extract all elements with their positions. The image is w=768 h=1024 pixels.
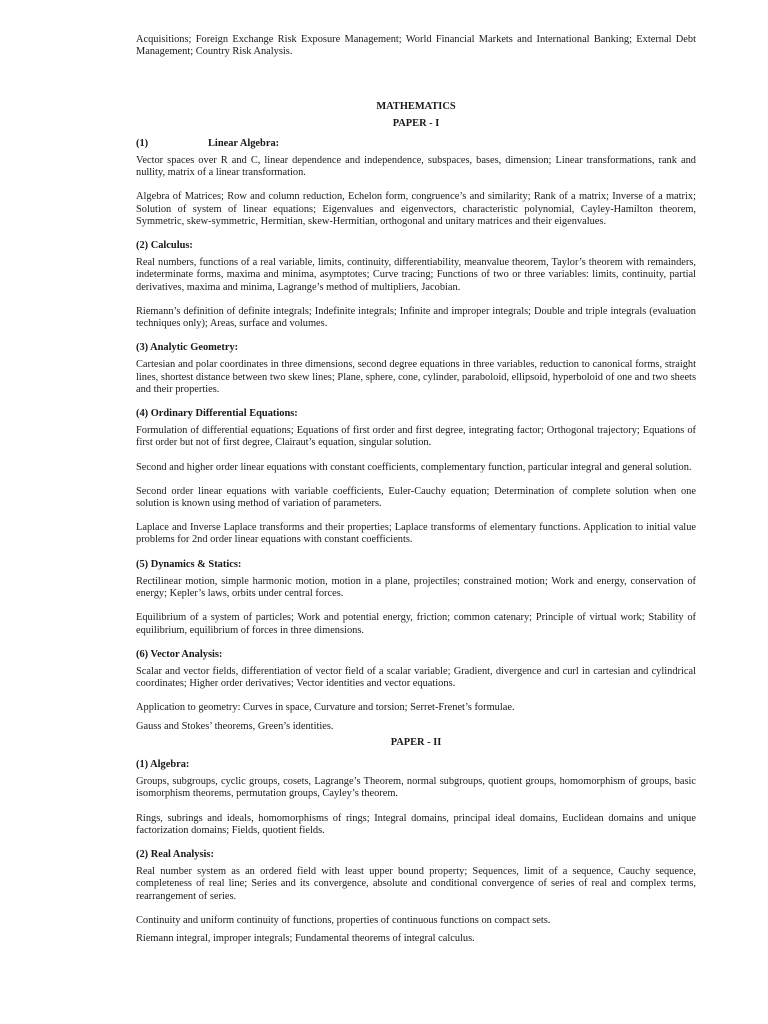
intro-paragraph: Acquisitions; Foreign Exchange Risk Exposure Management; World Financial Markets and International Banking; External Debt Management; Country Risk Analysis. bbox=[136, 34, 696, 58]
section-paragraph: Application to geometry: Curves in space, Curvature and torsion; Serret-Frenet’s formulae. bbox=[136, 702, 515, 714]
section-paragraph: Riemann integral, improper integrals; Fundamental theorems of integral calculus. bbox=[136, 932, 475, 944]
section-heading: (6) Vector Analysis: bbox=[136, 648, 223, 660]
section-paragraph: Second order linear equations with variable coefficients, Euler-Cauchy equation; Determination of complete solution when one solution is known using method of variation of parameters. bbox=[136, 485, 696, 510]
section-paragraph: Laplace and Inverse Laplace transforms and their properties; Laplace transforms of elementary functions. Application to initial value problems for 2nd order linear equations with constant coefficients. bbox=[136, 522, 696, 546]
section-heading: (3) Analytic Geometry: bbox=[136, 342, 239, 354]
section-real-analysis bbox=[136, 849, 696, 945]
section-paragraph: Vector spaces over R and C, linear dependence and independence, subspaces, bases, dimension; Linear transformations, rank and nullity, matrix of a linear transformation. bbox=[136, 155, 696, 179]
section-paragraph: Continuity and uniform continuity of functions, properties of continuous functions on compact sets. bbox=[136, 914, 551, 926]
section-heading: (4) Ordinary Differential Equations: bbox=[136, 408, 298, 420]
section-ordinary-differential-equations bbox=[136, 408, 696, 547]
section-heading: (5) Dynamics & Statics: bbox=[136, 558, 242, 570]
section-heading: (2) Real Analysis: bbox=[136, 848, 214, 860]
section-paragraph: Rectilinear motion, simple harmonic motion, motion in a plane, projectiles; constrained motion; Work and energy, conservation of energy; Kepler’s laws, orbits under central forces. bbox=[136, 575, 696, 600]
section-vector-analysis bbox=[136, 649, 696, 733]
section-paragraph: Formulation of differential equations; Equations of first order and first degree, integrating factor; Orthogonal trajectory; Equations of first order but not of first degree, Clairaut’s equation, singular solution. bbox=[136, 425, 696, 449]
section-number: (1) bbox=[136, 137, 149, 149]
section-heading: (2) Calculus: bbox=[136, 240, 193, 252]
section-paragraph: Real number system as an ordered field with least upper bound property; Sequences, limit of a sequence, Cauchy sequence, completeness of real line; Series and its convergence, absolute and conditional convergence of series of real and complex terms, rearrangement of series. bbox=[136, 866, 696, 902]
section-algebra bbox=[136, 759, 696, 837]
section-paragraph: Scalar and vector fields, differentiation of vector field of a scalar variable; Gradient, divergence and curl in cartesian and cylindrical coordinates; Higher order derivatives; Vector identities and vector equations. bbox=[136, 665, 696, 690]
section-linear-algebra bbox=[136, 138, 696, 228]
section-paragraph: Second and higher order linear equations with constant coefficients, complementary function, particular integral and general solution. bbox=[136, 461, 692, 473]
section-paragraph: Algebra of Matrices; Row and column reduction, Echelon form, congruence’s and similarity; Rank of a matrix; Inverse of a matrix; Solution of system of linear equations; Eigenvalues and eigenvectors, characteristic polynomial, Cayley-Hamilton theorem, Symmetric, skew-symmetric, Hermitian, skew-Hermitian, orthogonal and unitary matrices and their eigenvalues. bbox=[136, 191, 696, 227]
paper-2-title: PAPER - II bbox=[390, 736, 442, 748]
subject-title: MATHEMATICS bbox=[376, 101, 456, 113]
section-title: Linear Algebra: bbox=[208, 137, 280, 149]
section-paragraph: Riemann’s definition of definite integrals; Indefinite integrals; Infinite and improper integrals; Double and triple integrals (evaluation techniques only); Areas, surface and volumes. bbox=[136, 305, 696, 330]
section-paragraph: Real numbers, functions of a real variable, limits, continuity, differentiability, meanvalue theorem, Taylor’s theorem with remainders, indeterminate forms, maxima and minima, asymptotes; Curve tracing; Functions of two or three variables: limits, continuity, partial derivatives, maxima and minima, Lagrange’s method of multipliers, Jacobian. bbox=[136, 257, 696, 293]
section-heading: (1) Algebra: bbox=[136, 758, 190, 770]
section-paragraph: Equilibrium of a system of particles; Work and potential energy, friction; common catenary; Principle of virtual work; Stability of equilibrium, equilibrium of forces in three dimensions. bbox=[136, 612, 696, 636]
section-heading bbox=[136, 138, 696, 150]
section-calculus bbox=[136, 240, 696, 330]
section-paragraph: Cartesian and polar coordinates in three dimensions, second degree equations in three variables, reduction to canonical forms, straight lines, shortest distance between two skew lines; Plane, sphere, cone, cylinder, paraboloid, ellipsoid, hyperboloid of one and two sheets and their properties. bbox=[136, 359, 696, 395]
section-paragraph: Groups, subgroups, cyclic groups, cosets, Lagrange’s Theorem, normal subgroups, quotient groups, homomorphism of groups, basic isomorphism theorems, permutation groups, Cayley’s theorem. bbox=[136, 776, 696, 800]
paper-1-title: PAPER - I bbox=[392, 117, 440, 129]
section-paragraph: Gauss and Stokes’ theorems, Green’s identities. bbox=[136, 720, 334, 732]
section-analytic-geometry bbox=[136, 342, 696, 396]
section-dynamics-statics bbox=[136, 559, 696, 637]
section-paragraph: Rings, subrings and ideals, homomorphisms of rings; Integral domains, principal ideal domains, Euclidean domains and unique factorization domains; Fields, quotient fields. bbox=[136, 812, 696, 836]
